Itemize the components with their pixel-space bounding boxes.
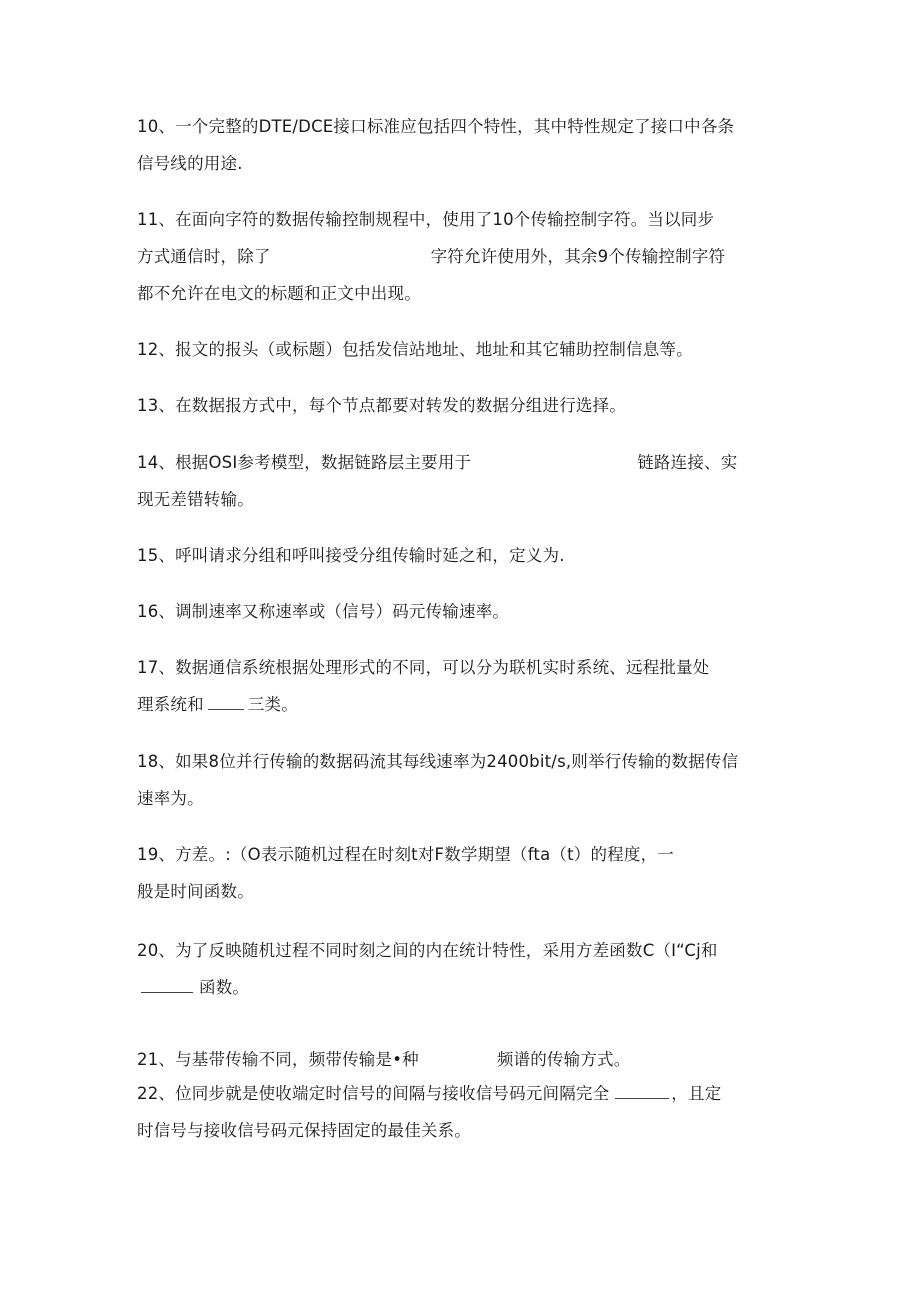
- question-21-line-1-end: 频谱的传输方式。: [496, 1050, 631, 1069]
- question-10-line-2: 信号线的用途.: [137, 154, 243, 173]
- question-13-line-1: 13、在数据报方式中，每个节点都要对转发的数据分组进行选择。: [137, 396, 626, 415]
- answer-blank: [208, 695, 244, 710]
- question-14-line-1-end: 链路连接、实: [637, 453, 738, 472]
- question-22-line-1-start: 22、位同步就是使收端定时信号的间隔与接收信号码元间隔完全: [137, 1084, 610, 1103]
- question-22-line-1-end: ，且定: [671, 1084, 722, 1103]
- question-20-line-2-text: 函数。: [199, 978, 250, 997]
- answer-blank: [141, 978, 193, 993]
- question-18-line-2: 速率为。: [137, 789, 204, 808]
- question-21-line-1-start: 21、与基带传输不同，频带传输是•种: [137, 1050, 419, 1069]
- question-20-line-1: 20、为了反映随机过程不同时刻之间的内在统计特性，采用方差函数C（I“Cj和: [137, 941, 718, 960]
- question-11-line-2-start: 方式通信时，除了: [137, 247, 271, 266]
- question-17-line-2-start: 理系统和: [137, 695, 204, 714]
- question-11-line-2-end: 字符允许使用外，其余9个传输控制字符: [430, 247, 726, 266]
- question-10-line-1: 10、一个完整的DTE/DCE接口标准应包括四个特性，其中特性规定了接口中各条: [137, 117, 735, 136]
- question-17-line-1: 17、数据通信系统根据处理形式的不同，可以分为联机实时系统、远程批量处: [137, 658, 710, 677]
- question-12-line-1: 12、报文的报头（或标题）包括发信站地址、地址和其它辅助控制信息等。: [137, 340, 693, 359]
- question-22-line-1: [137, 1083, 721, 1105]
- question-11-line-2: [137, 246, 725, 268]
- question-21-line-1: [137, 1049, 630, 1071]
- question-14-line-1: [137, 452, 737, 474]
- question-11-line-3: 都不允许在电文的标题和正文中出现。: [137, 284, 421, 303]
- question-20-line-2: [137, 977, 249, 999]
- question-11-line-1: 11、在面向字符的数据传输控制规程中，使用了10个传输控制字符。当以同步: [137, 210, 715, 229]
- question-17-line-2-end: 三类。: [247, 695, 298, 714]
- question-18-line-1: 18、如果8位并行传输的数据码流其每线速率为2400bit/s,则举行传输的数据传信: [137, 752, 739, 771]
- question-14-line-2: 现无差错转输。: [137, 490, 254, 509]
- question-16-line-1: 16、调制速率又称速率或（信号）码元传输速率。: [137, 602, 510, 621]
- question-19-line-1: 19、方差。:（O表示随机过程在时刻t对F数学期望（fta（t）的程度，一: [137, 845, 674, 864]
- question-22-line-2: 时信号与接收信号码元保持固定的最佳关系。: [137, 1121, 471, 1140]
- question-15-line-1: 15、呼叫请求分组和呼叫接受分组传输时延之和，定义为.: [137, 546, 565, 565]
- answer-blank: [615, 1084, 669, 1099]
- question-17-line-2: [137, 694, 298, 716]
- question-19-line-2: 般是时间函数。: [137, 882, 254, 901]
- question-14-line-1-start: 14、根据OSI参考模型，数据链路层主要用于: [137, 453, 472, 472]
